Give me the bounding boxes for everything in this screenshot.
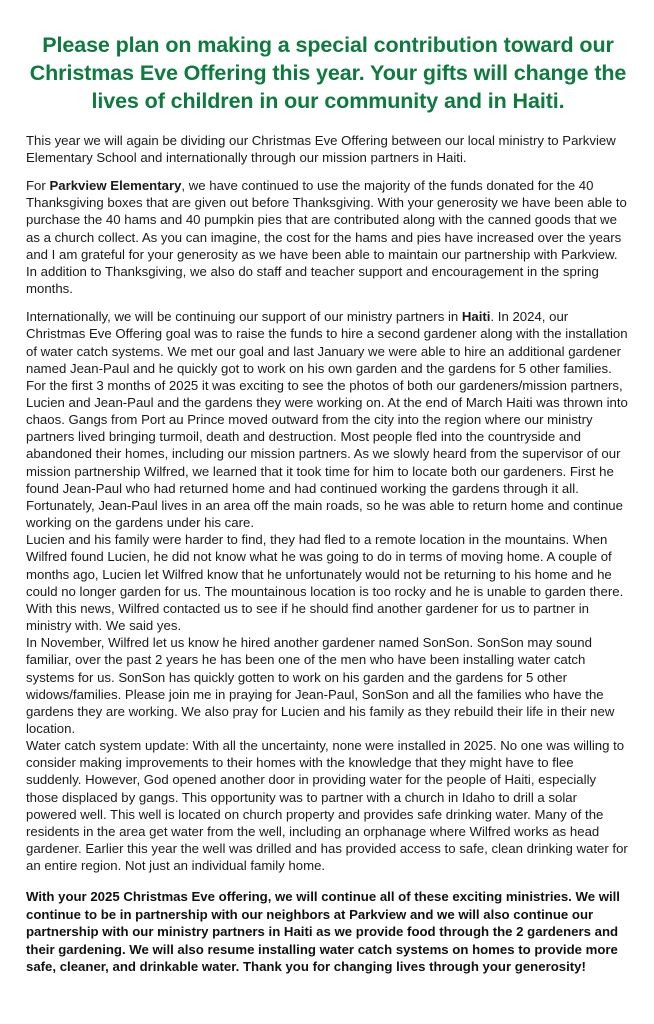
paragraph-haiti-4: In November, Wilfred let us know he hired another gardener named SonSon. SonSon may sound familiar, over the past 2 years he has been one of the men who have been installing water catch systems for us. SonSon has quickly gotten to work on his garden and the gardens for 5 other widows/families. Please join me in praying for Jean-Paul, SonSon and all the families who have the gardens they are working. We also pray for Lucien and his family as they rebuild their life in their new location. — [26, 635, 615, 736]
paragraph-haiti-3: With this news, Wilfred contacted us to see if he should find another gardener for us to partner in ministry with. We said yes. — [26, 600, 589, 634]
paragraph-haiti-1 — [26, 308, 630, 531]
parkview-lead-bold: Parkview Elementary — [49, 178, 182, 194]
paragraph-intro: This year we will again be dividing our Christmas Eve Offering between our local ministry to Parkview Elementary School and internationally through our mission partners in Haiti. — [26, 132, 616, 165]
closing-paragraph: With your 2025 Christmas Eve offering, we will continue all of these exciting ministries. We will continue to be in partnership with our neighbors at Parkview and we will also continue our partnership with our ministry partners in Haiti as we provide food through the 2 gardeners and their gardening. We will also resume installing water catch systems on homes to provide more safe, cleaner, and drinkable water. Thank you for changing lives through your generosity! — [26, 889, 620, 975]
parkview-rest: , we have continued to use the majority of the funds donated for the 40 Thanksgiving boxes that are given out before Thanksgiving. With your generosity we have been able to purchase the 40 hams and 40 pumpkin pies that are contributed along with the canned goods that we as a church collect. As you can imagine, the cost for the hams and pies have increased over the years and I am grateful for your generosity as we have been able to maintain our partnership with Parkview. In addition to Thanksgiving, we also do staff and teacher support and encouragement in the spring months. — [26, 178, 627, 297]
paragraph-parkview — [26, 177, 630, 297]
haiti-rest: . In 2024, our Christmas Eve Offering goal was to raise the funds to hire a second gardener along with the installation of water catch systems. We met our goal and last January we were able to hire an additional gardener named Jean-Paul and he quickly got to work on his own garden and the gardens for 5 other families. For the first 3 months of 2025 it was exciting to see the photos of both our gardeners/mission partners, Lucien and Jean-Paul and the gardens they were working on. At the end of March Haiti was thrown into chaos. Gangs from Port au Prince moved outward from the city into the region where our ministry partners lived bringing turmoil, death and destruction. Most people fled into the countryside and abandoned their homes, including our mission partners. As we slowly heard from the supervisor of our mission partnership Wilfred, we learned that it took time for him to locate both our gardeners. First he found Jean-Paul who had returned home and had continued working the gardens through it all. Fortunately, Jean-Paul lives in an area off the main roads, so he was able to return home and continue working on the gardens under his care. — [26, 309, 628, 531]
page-title: Please plan on making a special contribution toward our Christmas Eve Offering this year. Your gifts will change the lives of children in our community and in Haiti. — [29, 33, 627, 113]
document-body — [26, 132, 630, 976]
paragraph-water-catch: Water catch system update: With all the uncertainty, none were installed in 2025. No one was willing to consider making improvements to their homes with the knowledge that they might have to flee suddenly. However, God opened another door in providing water for the people of Haiti, especially those displaced by gangs. This opportunity was to partner with a church in Idaho to drill a solar powered well. This well is located on church property and provides safe drinking water. Many of the residents in the area get water from the well, including an orphanage where Wilfred works as head gardener. Earlier this year the well was drilled and has provided access to safe, clean drinking water for an entire region. Not just an individual family home. — [26, 738, 628, 874]
haiti-lead-bold: Haiti — [461, 309, 491, 325]
parkview-lead-plain: For — [26, 178, 50, 194]
paragraph-haiti-2: Lucien and his family were harder to find, they had fled to a remote location in the mountains. When Wilfred found Lucien, he did not know what he was going to do in terms of moving home. A couple of months ago, Lucien let Wilfred know that he unfortunately would not be returning to his home and he could no longer garden for us. The mountainous location is too rocky and he is unable to garden there. — [26, 532, 624, 599]
haiti-lead-plain: Internationally, we will be continuing our support of our ministry partners in — [26, 309, 462, 325]
